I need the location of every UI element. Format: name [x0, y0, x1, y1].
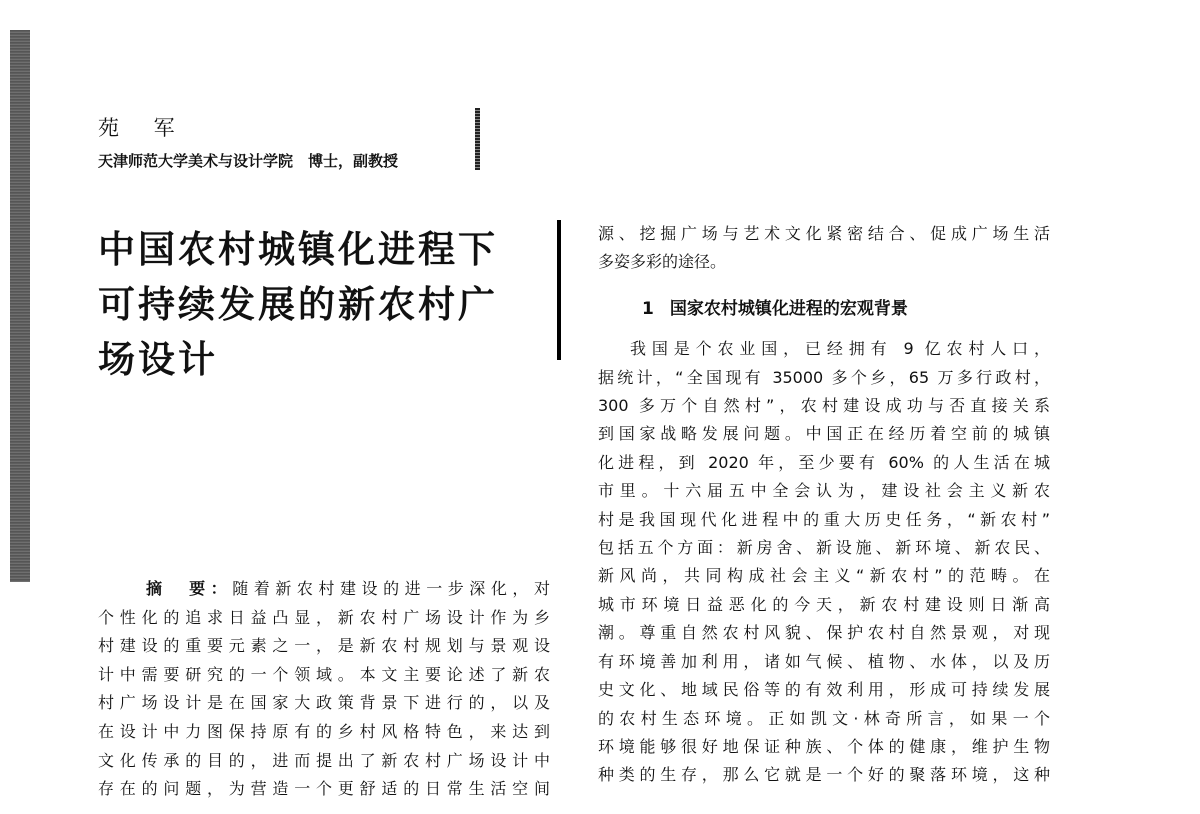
author-name: 苑 军	[98, 116, 189, 140]
abstract	[98, 575, 550, 804]
body-line: 据统计，“全国现有 35000 多个乡，65 万多行政村，	[598, 367, 1050, 387]
body-line: 化进程，到 2020 年，至少要有 60% 的人生活在城	[598, 452, 1050, 472]
abstract-line: 村广场设计是在国家大政策背景下进行的，以及	[98, 693, 550, 713]
body-line: 潮。尊重自然农村风貌、保护农村自然景观，对现	[598, 623, 1050, 643]
right-column	[598, 220, 1050, 790]
author-affiliation: 天津师范大学美术与设计学院 博士，副教授	[98, 152, 399, 170]
title-line: 可持续发展的新农村广	[98, 283, 498, 326]
body-line: 多姿多彩的途径。	[598, 252, 727, 272]
body-line: 环境能够很好地保证种族、个体的健康，维护生物	[598, 736, 1050, 756]
body-line: 村是我国现代化进程中的重大历史任务，“新农村”	[598, 509, 1050, 529]
abstract-line: 在设计中力图保持原有的乡村风格特色，来达到	[98, 721, 550, 741]
body-line: 有环境善加利用，诸如气候、植物、水体，以及历	[598, 651, 1050, 671]
abstract-line: 个性化的追求日益凸显，新农村广场设计作为乡	[98, 607, 550, 627]
body-line: 到国家战略发展问题。中国正在经历着空前的城镇	[598, 424, 1050, 444]
section-title: 国家农村城镇化进程的宏观背景	[669, 298, 908, 319]
body-line: 种类的生存，那么它就是一个好的聚落环境，这种	[598, 765, 1050, 785]
author-divider-bar	[475, 108, 480, 170]
scan-edge-strip	[10, 30, 30, 582]
abstract-line: 存在的问题，为营造一个更舒适的日常生活空间	[98, 779, 550, 799]
body-line: 包括五个方面：新房舍、新设施、新环境、新农民、	[598, 538, 1050, 558]
title-line: 中国农村城镇化进程下	[98, 228, 498, 271]
section-number: 1	[642, 298, 654, 319]
title-divider-bar	[557, 220, 561, 360]
body-line: 源、挖掘广场与艺术文化紧密结合、促成广场生活	[598, 224, 1050, 243]
abstract-line: 文化传承的目的，进而提出了新农村广场设计中	[98, 750, 550, 770]
section-heading	[598, 295, 1050, 323]
abstract-line: 村建设的重要元素之一，是新农村规划与景观设	[98, 636, 550, 656]
title-line: 场设计	[98, 338, 218, 381]
body-line: 300 多万个自然村”，农村建设成功与否直接关系	[598, 396, 1050, 416]
body-line: 的农村生态环境。正如凯文·林奇所言，如果一个	[598, 708, 1050, 728]
abstract-line: 摘 要：随着新农村建设的进一步深化，对	[146, 579, 550, 598]
body-line: 城市环境日益恶化的今天，新农村建设则日渐高	[598, 594, 1050, 614]
abstract-line: 计中需要研究的一个领域。本文主要论述了新农	[98, 664, 550, 684]
body-line: 新风尚，共同构成社会主义“新农村”的范畴。在	[598, 566, 1050, 586]
abstract-label: 摘 要：	[146, 579, 233, 598]
body-line: 史文化、地域民俗等的有效利用，形成可持续发展	[598, 680, 1050, 700]
body-line: 市里。十六届五中全会认为，建设社会主义新农	[598, 481, 1050, 501]
paper-title	[98, 222, 548, 387]
body-line: 我国是个农业国，已经拥有 9 亿农村人口，	[630, 339, 1050, 359]
author-block	[98, 112, 398, 171]
